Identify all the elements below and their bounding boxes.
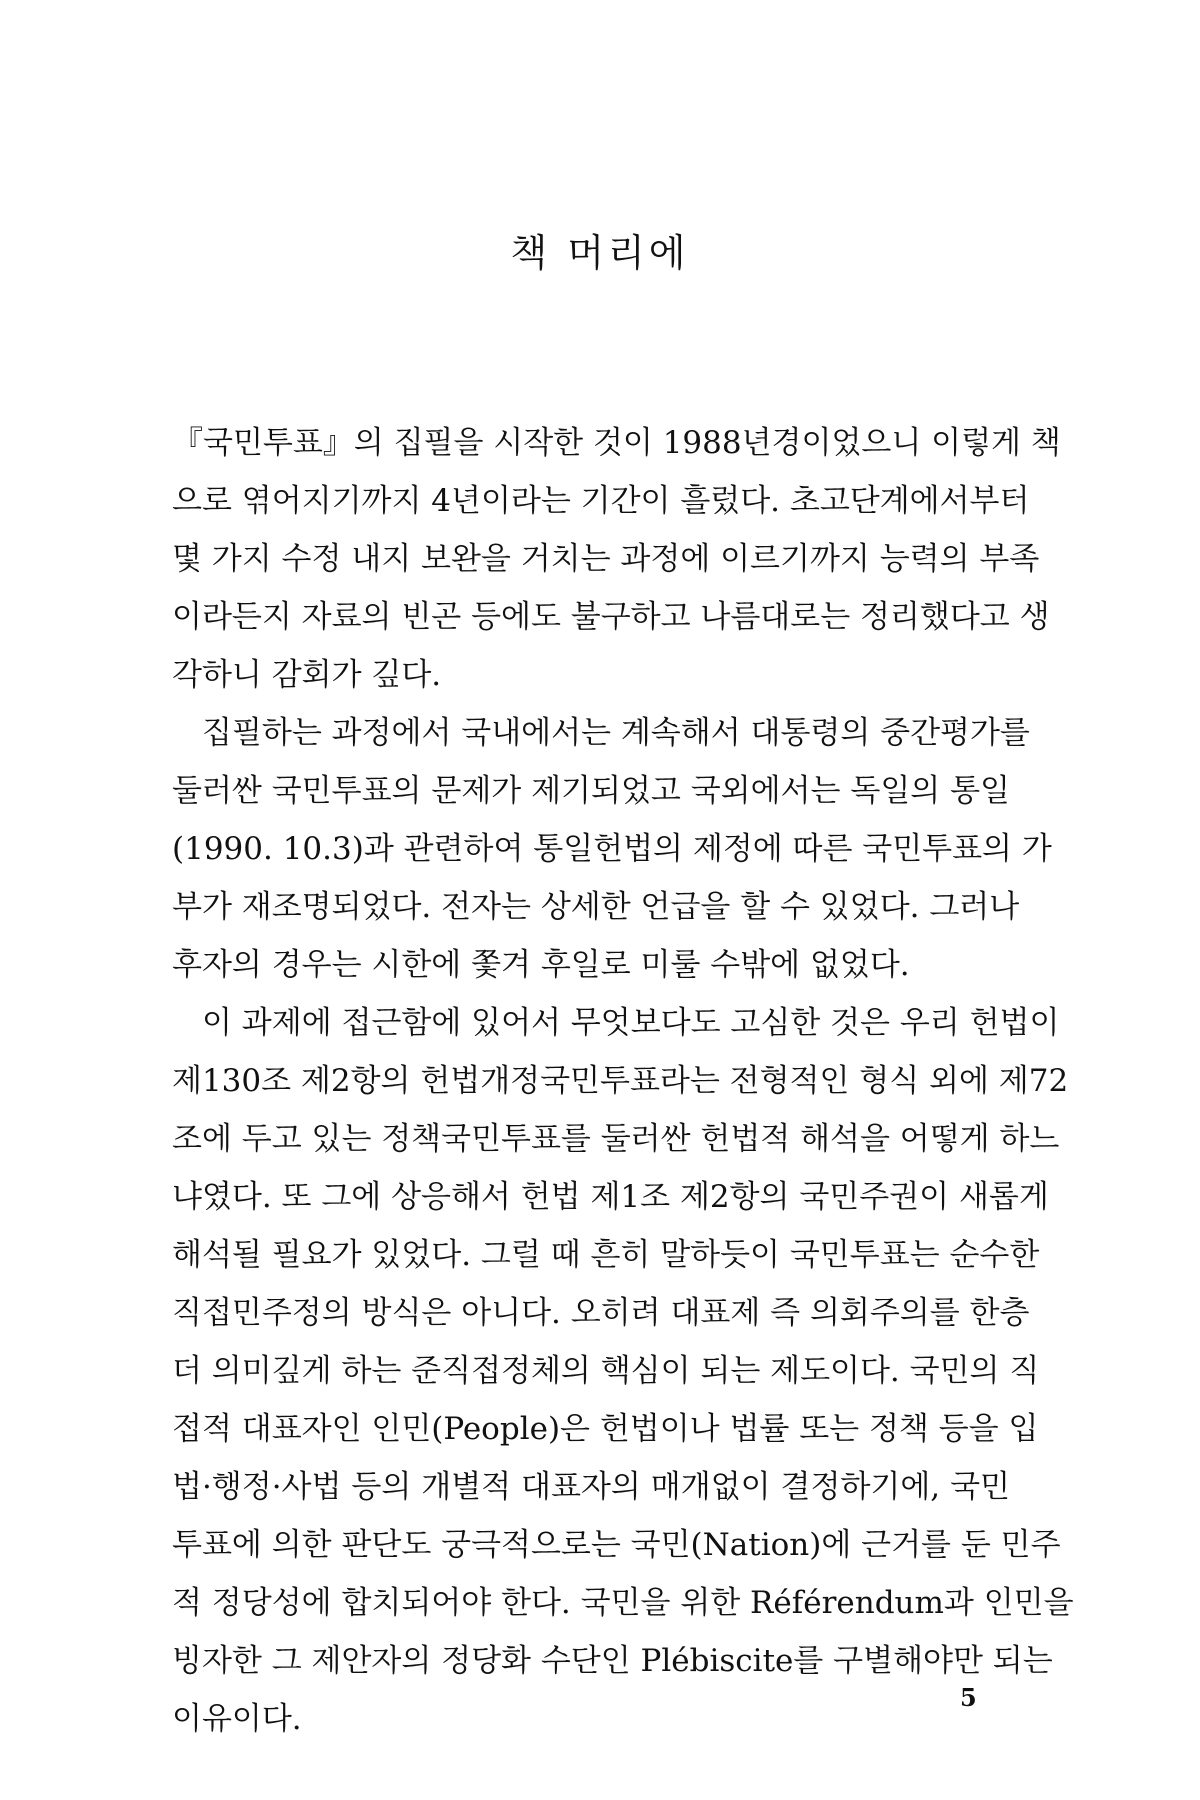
text-line: 빙자한 그 제안자의 정당화 수단인 Plébiscite를 구별해야만 되는 [172, 1643, 1053, 1679]
text-line: 접적 대표자인 인민(People)은 헌법이나 법률 또는 정책 등을 입 [172, 1411, 1039, 1447]
text-line: 으로 엮어지기까지 4년이라는 기간이 흘렀다. 초고단계에서부터 [172, 483, 1030, 519]
text-line: 몇 가지 수정 내지 보완을 거치는 과정에 이르기까지 능력의 부족 [172, 541, 1040, 577]
text-line: 부가 재조명되었다. 전자는 상세한 언급을 할 수 있었다. 그러나 [172, 889, 1020, 925]
text-line: 제130조 제2항의 헌법개정국민투표라는 전형적인 형식 외에 제72 [172, 1063, 1069, 1099]
text-line: 둘러싼 국민투표의 문제가 제기되었고 국외에서는 독일의 통일 [172, 773, 1010, 809]
text-line: 각하니 감회가 깊다. [172, 657, 442, 693]
body-text [172, 414, 1074, 1748]
text-line: 법·행정·사법 등의 개별적 대표자의 매개없이 결정하기에, 국민 [172, 1469, 1010, 1505]
text-line: 집필하는 과정에서 국내에서는 계속해서 대통령의 중간평가를 [202, 715, 1030, 751]
text-line: 투표에 의한 판단도 궁극적으로는 국민(Nation)에 근거를 둔 민주 [172, 1527, 1061, 1563]
text-line: 이 과제에 접근함에 있어서 무엇보다도 고심한 것은 우리 헌법이 [202, 1005, 1060, 1041]
text-line: 직접민주정의 방식은 아니다. 오히려 대표제 즉 의회주의를 한층 [172, 1295, 1030, 1331]
page-number: 5 [960, 1683, 977, 1712]
page-title: 책 머리에 [510, 231, 690, 275]
text-line: 냐였다. 또 그에 상응해서 헌법 제1조 제2항의 국민주권이 새롭게 [172, 1179, 1049, 1215]
text-line: 적 정당성에 합치되어야 한다. 국민을 위한 Référendum과 인민을 [172, 1585, 1074, 1621]
text-line: 이라든지 자료의 빈곤 등에도 불구하고 나름대로는 정리했다고 생 [172, 599, 1050, 635]
text-line: 이유이다. [172, 1701, 302, 1737]
text-line: (1990. 10.3)과 관련하여 통일헌법의 제정에 따른 국민투표의 가 [172, 831, 1052, 867]
text-line: 해석될 필요가 있었다. 그럴 때 흔히 말하듯이 국민투표는 순수한 [172, 1237, 1040, 1273]
text-line: 조에 두고 있는 정책국민투표를 둘러싼 헌법적 해석을 어떻게 하느 [172, 1121, 1060, 1157]
text-line: 『국민투표』의 집필을 시작한 것이 1988년경이었으니 이렇게 책 [172, 425, 1061, 461]
text-line: 더 의미깊게 하는 준직접정체의 핵심이 되는 제도이다. 국민의 직 [172, 1353, 1040, 1389]
text-line: 후자의 경우는 시한에 쫓겨 후일로 미룰 수밖에 없었다. [172, 947, 910, 983]
